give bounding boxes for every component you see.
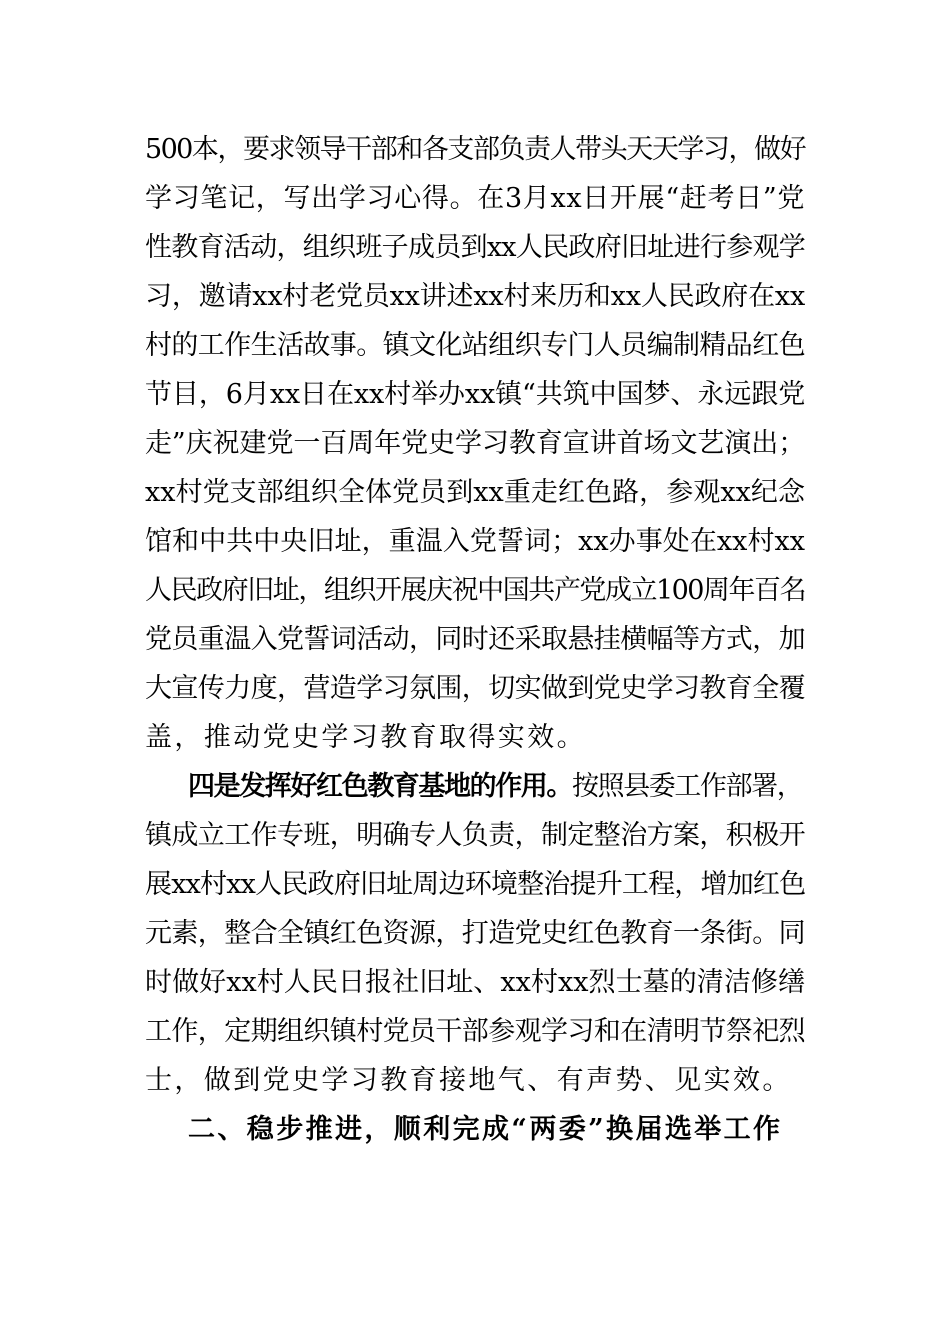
paragraph1-line-8: xx村党支部组织全体党员到xx重走红色路，参观xx纪念 (145, 477, 805, 508)
paragraph2-line-6: 工作，定期组织镇村党员干部参观学习和在清明节祭祀烈 (145, 1016, 805, 1047)
paragraph1-line-1: 500本，要求领导干部和各支部负责人带头天天学习，做好 (145, 134, 805, 165)
paragraph2-line-7: 士，做到党史学习教育接地气、有声势、见实效。 (145, 1065, 792, 1096)
paragraph2-lead-bold: 四是发挥好红色教育基地的作用。 (188, 771, 572, 802)
paragraph1-line-9: 馆和中共中央旧址，重温入党誓词；xx办事处在xx村xx (145, 526, 805, 557)
paragraph1-line-12: 大宣传力度，营造学习氛围，切实做到党史学习教育全覆 (145, 673, 805, 704)
paragraph2-line-1 (188, 771, 805, 803)
paragraph1-line-6: 节目，6月xx日在xx村举办xx镇“共筑中国梦、永远跟党 (145, 379, 805, 410)
paragraph1-line-11: 党员重温入党誓词活动，同时还采取悬挂横幅等方式，加 (145, 624, 805, 655)
paragraph2-line-5: 时做好xx村人民日报社旧址、xx村xx烈士墓的清洁修缮 (145, 967, 805, 998)
paragraph1-line-13: 盖，推动党史学习教育取得实效。 (145, 722, 586, 753)
paragraph2-line-3: 展xx村xx人民政府旧址周边环境整治提升工程，增加红色 (145, 869, 806, 900)
section-heading: 二、稳步推进，顺利完成“两委”换届选举工作 (188, 1114, 783, 1145)
paragraph2-line-2: 镇成立工作专班，明确专人负责，制定整治方案，积极开 (145, 820, 805, 851)
paragraph1-line-3: 性教育活动，组织班子成员到xx人民政府旧址进行参观学 (145, 232, 805, 263)
paragraph1-line-4: 习，邀请xx村老党员xx讲述xx村来历和xx人民政府在xx (145, 281, 805, 312)
paragraph2-line-4: 元素，整合全镇红色资源，打造党史红色教育一条街。同 (145, 918, 805, 949)
paragraph1-line-5: 村的工作生活故事。镇文化站组织专门人员编制精品红色 (145, 330, 805, 361)
paragraph2-lead-rest: 按照县委工作部署， (572, 771, 803, 802)
paragraph1-line-7: 走”庆祝建党一百周年党史学习教育宣讲首场文艺演出； (145, 428, 805, 459)
paragraph1-line-2: 学习笔记，写出学习心得。在3月xx日开展“赶考日”党 (145, 183, 805, 214)
paragraph1-line-10: 人民政府旧址，组织开展庆祝中国共产党成立100周年百名 (145, 575, 805, 606)
